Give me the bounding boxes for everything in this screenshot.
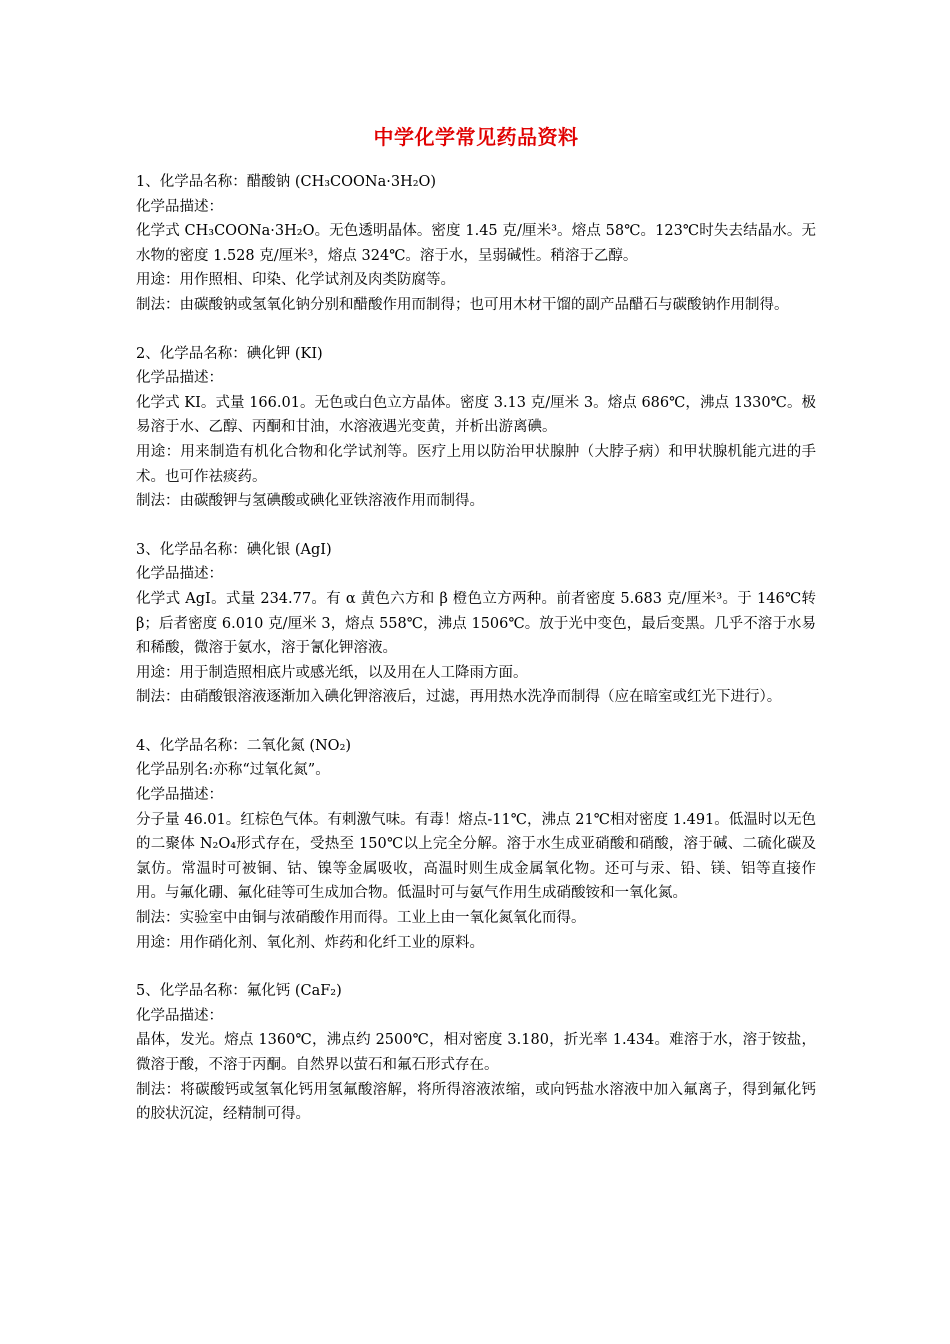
- chemical-section: [136, 342, 816, 514]
- paragraph: 制法：实验室中由铜与浓硝酸作用而得。工业上由一氧化氮氧化而得。: [136, 910, 586, 927]
- paragraph: 化学品描述：: [136, 198, 223, 215]
- document-page: [136, 0, 816, 1151]
- chemical-name-heading: 3、化学品名称：碘化银 (AgI): [136, 541, 332, 558]
- chemical-section: [136, 734, 816, 955]
- document-body: [136, 170, 816, 1127]
- chemical-name-heading: 4、化学品名称：二氧化氮 (NO₂): [136, 737, 352, 754]
- paragraph: 制法：由碳酸钠或氢氧化钠分别和醋酸作用而制得；也可用木材干馏的副产品醋石与碳酸钠作用制得。: [136, 296, 789, 313]
- chemical-name-heading: 5、化学品名称：氟化钙 (CaF₂): [136, 983, 342, 1000]
- paragraph: 化学品别名:亦称“过氧化氮”。: [136, 762, 330, 779]
- paragraph: 制法：由硝酸银溶液逐渐加入碘化钾溶液后，过滤，再用热水洗净而制得（应在暗室或红光下进行）。: [136, 689, 782, 706]
- paragraph: 用途：用作硝化剂、氧化剂、炸药和化纤工业的原料。: [136, 934, 484, 951]
- paragraph: 化学品描述：: [136, 370, 223, 387]
- paragraph: 制法：由碳酸钾与氢碘酸或碘化亚铁溶液作用而制得。: [136, 493, 484, 510]
- paragraph: 晶体，发光。熔点 1360℃，沸点约 2500℃，相对密度 3.180，折光率 1.434。难溶于水，溶于铵盐，微溶于酸，不溶于丙酮。自然界以萤石和氟石形式存在。: [136, 1032, 816, 1073]
- paragraph: 分子量 46.01。红棕色气体。有刺激气味。有毒！熔点-11℃，沸点 21℃相对密度 1.491。低温时以无色的二聚体 N₂O₄形式存在，受热至 150℃以上完全分解。溶于水生成亚硝酸和硝酸，溶于碱、二硫化碳及氯仿。常温时可被铜、钴、镍等金属吸收，高温时则生成金属氧化物。还可与汞、铅、镁、铝等直接作用。与氟化硼、氟化硅等可生成加合物。低温时可与氨气作用生成硝酸铵和一氧化氮。: [136, 811, 816, 902]
- chemical-section: [136, 170, 816, 318]
- paragraph: 化学式 CH₃COONa·3H₂O。无色透明晶体。密度 1.45 克/厘米³。熔点 58℃。123℃时失去结晶水。无水物的密度 1.528 克/厘米³，熔点 324℃。溶于水，呈弱碱性。稍溶于乙醇。: [136, 223, 816, 264]
- paragraph: 用途：用来制造有机化合物和化学试剂等。医疗上用以防治甲状腺肿（大脖子病）和甲状腺机能亢进的手术。也可作祛痰药。: [136, 443, 816, 485]
- paragraph: 制法：将碳酸钙或氢氧化钙用氢氟酸溶解，将所得溶液浓缩，或向钙盐水溶液中加入氟离子，得到氟化钙的胶状沉淀，经精制可得。: [136, 1081, 816, 1123]
- paragraph: 化学品描述：: [136, 566, 223, 583]
- paragraph: 化学式 AgI。式量 234.77。有 α 黄色六方和 β 橙色立方两种。前者密度 5.683 克/厘米³。于 146℃转 β；后者密度 6.010 克/厘米 3，熔点 558℃，沸点 1506℃。放于光中变色，最后变黑。几乎不溶于水易和稀酸，微溶于氨水，溶于氰化钾溶液。: [136, 590, 816, 657]
- paragraph: 用途：用于制造照相底片或感光纸，以及用在人工降雨方面。: [136, 664, 528, 681]
- chemical-name-heading: 2、化学品名称：碘化钾 (KI): [136, 345, 323, 362]
- document-title: 中学化学常见药品资料: [373, 125, 579, 149]
- paragraph: 化学品描述：: [136, 787, 223, 804]
- paragraph: 用途：用作照相、印染、化学试剂及肉类防腐等。: [136, 272, 455, 289]
- chemical-name-heading: 1、化学品名称：醋酸钠 (CH₃COONa·3H₂O): [136, 174, 437, 190]
- chemical-section: [136, 538, 816, 710]
- chemical-section: [136, 979, 816, 1127]
- paragraph: 化学品描述：: [136, 1007, 223, 1024]
- paragraph: 化学式 KI。式量 166.01。无色或白色立方晶体。密度 3.13 克/厘米 3。熔点 686℃，沸点 1330℃。极易溶于水、乙醇、丙酮和甘油，水溶液遇光变黄，并析出游离碘。: [136, 394, 816, 436]
